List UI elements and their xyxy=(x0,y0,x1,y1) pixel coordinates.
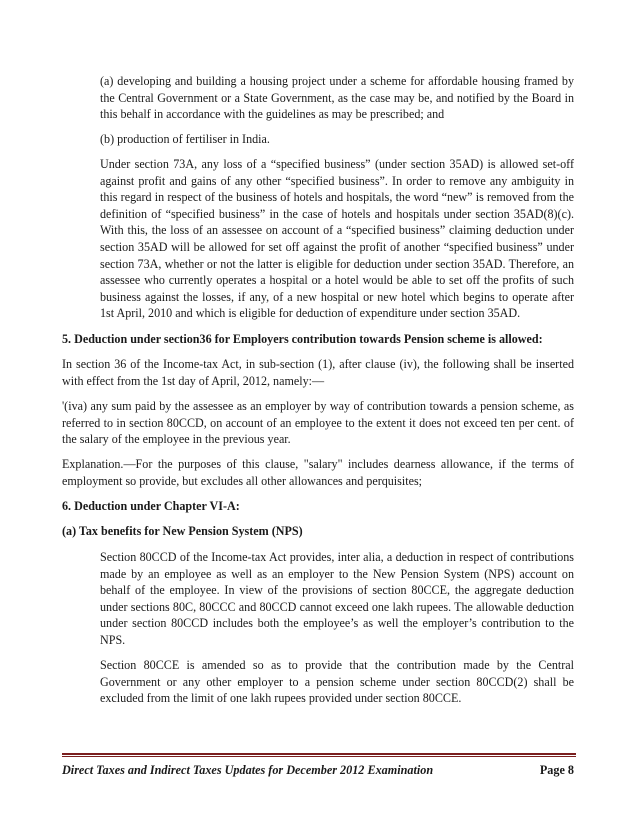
footer-divider xyxy=(62,753,576,755)
paragraph-clause-b: (b) production of fertiliser in India. xyxy=(100,132,270,146)
footer-title: Direct Taxes and Indirect Taxes Updates for December 2012 Examination xyxy=(62,763,434,777)
heading-section-6: 6. Deduction under Chapter VI-A: xyxy=(62,499,240,513)
paragraph-section-36: In section 36 of the Income-tax Act, in sub-section (1), after clause (iv), the following shall be inserted with effect from the 1st day of April, 2012, namely:— xyxy=(62,357,574,388)
heading-subsection-a: (a) Tax benefits for New Pension System (NPS) xyxy=(62,524,303,538)
paragraph-clause-a: (a) developing and building a housing project under a scheme for affordable housing framed by the Central Government or a State Government, as the case may be, and notified by the Board in this behalf in accordance with the guidelines as may be prescribed; and xyxy=(100,74,574,122)
heading-section-5: 5. Deduction under section36 for Employers contribution towards Pension scheme is allowed: xyxy=(62,332,543,346)
paragraph-section-80cce: Section 80CCE is amended so as to provide that the contribution made by the Central Government or any other employer to a pension scheme under section 80CCD(2) shall be excluded from the limit of one lakh rupees provided under section 80CCE. xyxy=(100,658,574,706)
paragraph-clause-iva: '(iva) any sum paid by the assessee as an employer by way of contribution towards a pension scheme, as referred to in section 80CCD, on account of an employee to the extent it does not exceed ten per cent. of the salary of the employee in the previous year. xyxy=(62,399,574,447)
paragraph-section-73a: Under section 73A, any loss of a “specified business” (under section 35AD) is allowed set-off against profit and gains of any other “specified business”. In order to remove any ambiguity in this regard in respect of the business of hotels and hospitals, the word “new” is removed from the definition of “specified business” in the case of hotels and hospitals under section 35AD(8)(c). With this, the loss of an assessee on account of a “specified business” claiming deduction under section 35AD will be allowed for set off against the profit of another “specified business” under section 73A, whether or not the latter is eligible for deduction under section 35AD. Therefore, an assessee who currently operates a hospital or a hotel would be able to set off the profits of such business against the losses, if any, of a new hospital or new hotel which begins to operate after 1st April, 2010 and which is eligible for deduction of expenditure under section 35AD. xyxy=(100,157,574,321)
paragraph-section-80ccd: Section 80CCD of the Income-tax Act provides, inter alia, a deduction in respect of contributions made by an employee as well as an employer to the New Pension System (NPS) account on behalf of the employee. In view of the provisions of section 80CCE, the aggregate deduction under sections 80C, 80CCC and 80CCD cannot exceed one lakh rupees. The allowable deduction under section 80CCD includes both the employee’s as well the employer’s contribution to the NPS. xyxy=(100,550,574,647)
paragraph-explanation: Explanation.—For the purposes of this clause, "salary" includes dearness allowance, if the terms of employment so provide, but excludes all other allowances and perquisites; xyxy=(62,457,574,488)
page-number: Page 8 xyxy=(539,763,574,777)
footer-divider-thin xyxy=(62,756,576,757)
